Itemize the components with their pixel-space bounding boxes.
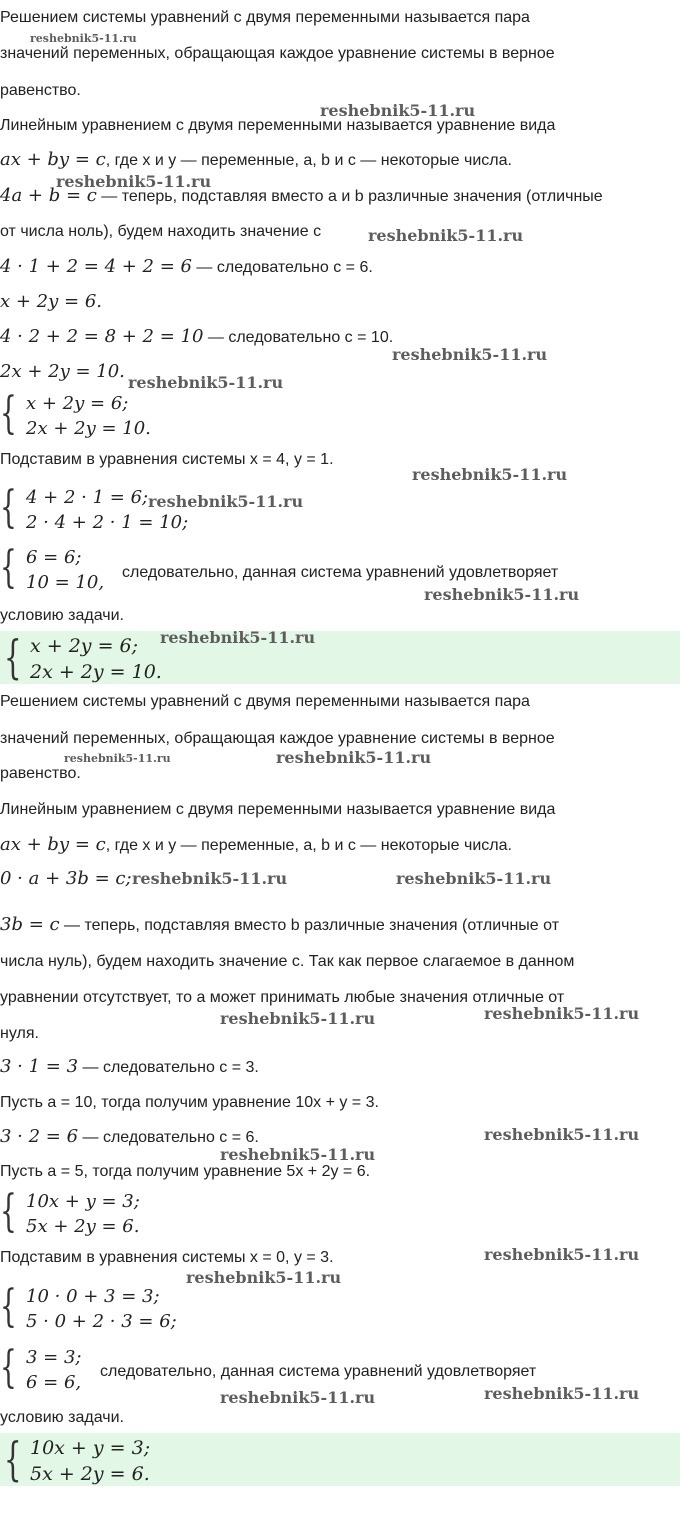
watermark: reshebnik5-11.ru xyxy=(148,492,304,511)
general-form-formula: ax + by = c xyxy=(0,834,106,855)
general-form-line xyxy=(0,834,512,856)
watermark: reshebnik5-11.ru xyxy=(424,585,580,604)
system-eq-b: 5x + 2y = 6. xyxy=(26,1216,140,1237)
brace-icon: { xyxy=(4,1432,22,1486)
watermark: reshebnik5-11.ru xyxy=(220,1388,376,1407)
brace-icon: { xyxy=(0,1186,17,1237)
calc-2-formula: 3 · 2 = 6 xyxy=(0,1126,79,1147)
check-eq-a: 10 · 0 + 3 = 3; xyxy=(26,1286,160,1307)
general-form-formula: ax + by = c xyxy=(0,149,106,170)
definition-linear: Линейным уравнением с двумя переменными называется уравнение вида xyxy=(0,801,556,818)
eq-0a-line: 0 · a + 3b = c; xyxy=(0,868,132,889)
check-eq-b: 2 · 4 + 2 · 1 = 10; xyxy=(26,512,189,533)
definition-linear: Линейным уравнением с двумя переменными называется уравнение вида xyxy=(0,117,556,134)
check-eq-b: 5 · 0 + 2 · 3 = 6; xyxy=(26,1311,177,1332)
answer-box xyxy=(0,631,680,684)
nonzero-line: от числа ноль), будем находить значение c xyxy=(0,223,322,240)
calc-1-formula: 4 · 1 + 2 = 4 + 2 = 6 xyxy=(0,256,192,277)
definition-solution-line1: Решением системы уравнений с двумя переменными называется пара xyxy=(0,9,530,26)
watermark: reshebnik5-11.ru xyxy=(484,1125,640,1144)
result-eq-b: 10 = 10, xyxy=(26,572,105,593)
calc-1-formula: 3 · 1 = 3 xyxy=(0,1056,79,1077)
watermark: reshebnik5-11.ru xyxy=(186,1268,342,1287)
calc-1-line xyxy=(0,256,373,278)
definition-solution-line1: Решением системы уравнений с двумя переменными называется пара xyxy=(0,693,530,710)
calc-2-formula: 4 · 2 + 2 = 8 + 2 = 10 xyxy=(0,326,204,347)
brace-icon: { xyxy=(4,630,22,684)
eq-3b-formula: 3b = c xyxy=(0,914,60,935)
result-eq-b: 6 = 6, xyxy=(26,1372,82,1393)
watermark: reshebnik5-11.ru xyxy=(220,1145,376,1164)
brace-icon: { xyxy=(0,1342,17,1393)
calc-1-line xyxy=(0,1056,259,1078)
answer-eq-a: 10x + y = 3; xyxy=(30,1437,151,1459)
general-form-line xyxy=(0,149,512,171)
system-eq-b: 2x + 2y = 10. xyxy=(26,418,151,439)
definition-solution-line3: равенство. xyxy=(0,765,81,782)
watermark: reshebnik5-11.ru xyxy=(64,752,171,765)
definition-solution-line3: равенство. xyxy=(0,82,81,99)
explanation-line-2: числа нуль), будем находить значение c. Так как первое слагаемое в данном xyxy=(0,953,575,970)
definition-solution-line2: значений переменных, обращающая каждое уравнение системы в верное xyxy=(0,730,555,747)
answer-eq-b: 2x + 2y = 10. xyxy=(30,661,162,683)
system-eq-a: 10x + y = 3; xyxy=(26,1191,140,1212)
explanation-line-3: уравнении отсутствует, то a может принимать любые значения отличные от xyxy=(0,989,565,1006)
eq-4a-b-tail: — теперь, подставляя вместо a и b различные значения (отличные xyxy=(96,188,603,205)
watermark: reshebnik5-11.ru xyxy=(132,869,288,888)
answer-eq-b: 5x + 2y = 6. xyxy=(30,1463,150,1485)
answer-eq-a: x + 2y = 6; xyxy=(30,635,139,657)
substitute-line: Подставим в уравнения системы x = 0, y = 3. xyxy=(0,1249,334,1266)
watermark: reshebnik5-11.ru xyxy=(276,748,432,767)
definition-solution-line2: значений переменных, обращающая каждое уравнение системы в верное xyxy=(0,45,555,62)
equation-2: 2x + 2y = 10. xyxy=(0,361,125,382)
conclusion-text: следовательно, данная система уравнений удовлетворяет xyxy=(122,564,559,581)
watermark: reshebnik5-11.ru xyxy=(128,373,284,392)
answer-box xyxy=(0,1433,680,1486)
calc-2-line xyxy=(0,326,393,348)
watermark: reshebnik5-11.ru xyxy=(56,172,212,191)
equation-1: x + 2y = 6. xyxy=(0,291,102,312)
check-eq-a: 4 + 2 · 1 = 6; xyxy=(26,487,149,508)
watermark: reshebnik5-11.ru xyxy=(484,1245,640,1264)
eq-3b-line xyxy=(0,914,559,936)
substitute-line: Подставим в уравнения системы x = 4, y = 1. xyxy=(0,451,334,468)
calc-2-tail: — следовательно c = 6. xyxy=(78,1129,259,1146)
explanation-line-4: нуля. xyxy=(0,1025,39,1042)
conclusion-text: следовательно, данная система уравнений удовлетворяет xyxy=(100,1363,537,1380)
watermark: reshebnik5-11.ru xyxy=(30,32,137,45)
calc-1-tail: — следовательно c = 3. xyxy=(78,1059,259,1076)
watermark: reshebnik5-11.ru xyxy=(220,1009,376,1028)
general-form-tail: , где x и y — переменные, a, b и c — некоторые числа. xyxy=(105,837,512,854)
watermark: reshebnik5-11.ru xyxy=(160,628,316,647)
brace-icon: { xyxy=(0,482,17,533)
conclusion-text-2: условию задачи. xyxy=(0,607,124,624)
watermark: reshebnik5-11.ru xyxy=(392,345,548,364)
system-eq-a: x + 2y = 6; xyxy=(26,393,129,414)
let-1-line: Пусть a = 10, тогда получим уравнение 10x + y = 3. xyxy=(0,1094,379,1111)
calc-1-tail: — следовательно c = 6. xyxy=(191,259,373,276)
calc-2-tail: — следовательно c = 10. xyxy=(203,329,394,346)
eq-4a-b-formula: 4a + b = c xyxy=(0,185,97,206)
watermark: reshebnik5-11.ru xyxy=(412,465,568,484)
result-eq-a: 3 = 3; xyxy=(26,1347,82,1368)
brace-icon: { xyxy=(0,388,17,439)
general-form-tail: , где x и y — переменные, a, b и c — некоторые числа. xyxy=(105,152,512,169)
watermark: reshebnik5-11.ru xyxy=(484,1384,640,1403)
watermark: reshebnik5-11.ru xyxy=(368,226,524,245)
brace-icon: { xyxy=(0,1281,17,1332)
result-eq-a: 6 = 6; xyxy=(26,547,82,568)
watermark: reshebnik5-11.ru xyxy=(484,1004,640,1023)
watermark: reshebnik5-11.ru xyxy=(320,101,476,120)
let-2-line: Пусть a = 5, тогда получим уравнение 5x + 2y = 6. xyxy=(0,1163,371,1180)
watermark: reshebnik5-11.ru xyxy=(396,869,552,888)
conclusion-text-2: условию задачи. xyxy=(0,1409,124,1426)
eq-3b-tail: — теперь, подставляя вместо b различные значения (отличные от xyxy=(59,917,560,934)
brace-icon: { xyxy=(0,542,17,593)
